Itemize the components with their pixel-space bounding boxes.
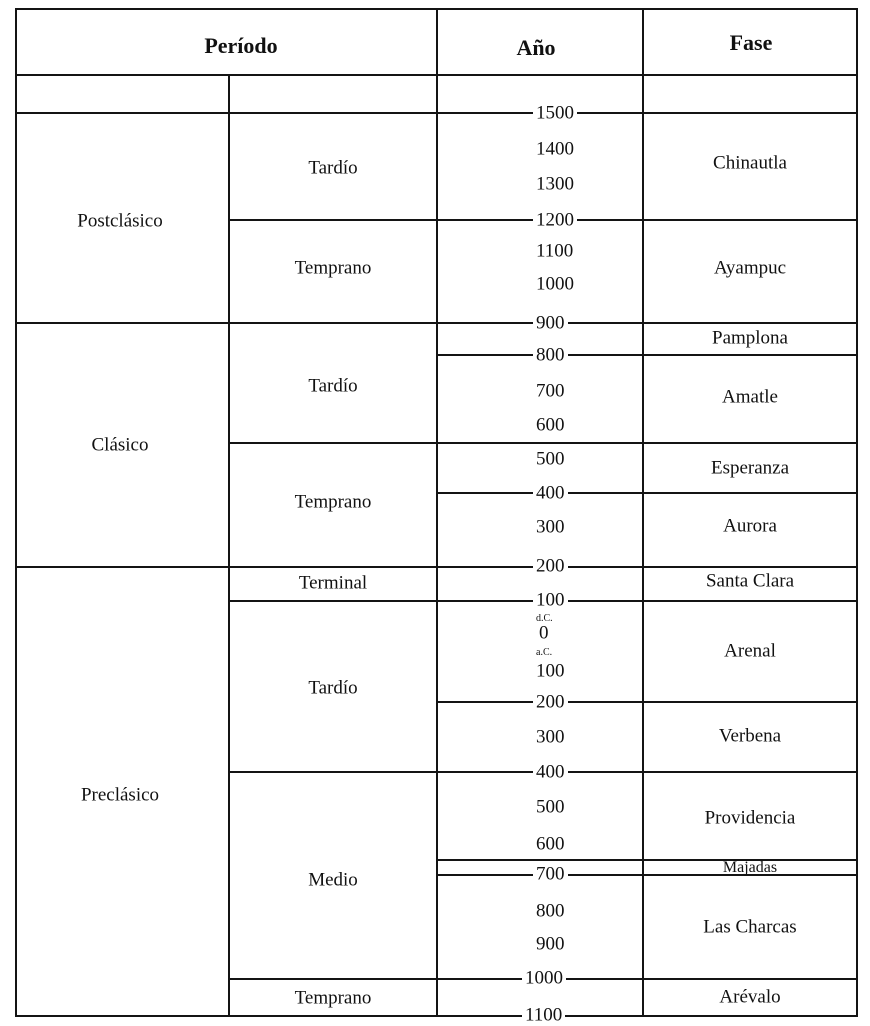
subperiod-postclasico-temprano: Temprano (294, 257, 372, 279)
phase-majadas: Majadas (722, 859, 778, 876)
divider-phase (642, 8, 644, 1017)
period-preclasico: Preclásico (80, 784, 160, 806)
year-400-ac: 400 (533, 763, 568, 782)
year-1100-dc: 1100 (536, 240, 574, 262)
divider-year (436, 8, 438, 1017)
year-700-ac: 700 (533, 865, 568, 884)
year-500-dc: 500 (536, 448, 565, 470)
year-300-ac: 300 (536, 726, 565, 748)
phase-santa-clara: Santa Clara (705, 570, 795, 592)
phase-amatle: Amatle (722, 386, 778, 408)
subperiod-preclasico-terminal: Terminal (298, 572, 368, 594)
year-200-dc: 200 (533, 557, 568, 576)
phase-pamplona: Pamplona (712, 327, 788, 349)
year-1500: 1500 (533, 104, 577, 123)
row-rule-200b (436, 701, 858, 703)
year-500-ac: 500 (536, 796, 565, 818)
year-600-dc: 600 (536, 414, 565, 436)
phase-ayampuc: Ayampuc (713, 257, 787, 279)
year-1000-ac: 1000 (522, 969, 566, 988)
phase-las-charcas: Las Charcas (703, 916, 797, 938)
row-rule-200 (15, 566, 858, 568)
row-rule-1500 (15, 112, 858, 114)
header-periodo: Período (204, 33, 278, 58)
year-1200: 1200 (533, 211, 577, 230)
year-900-dc: 900 (533, 314, 568, 333)
subperiod-preclasico-temprano: Temprano (294, 987, 372, 1009)
phase-arenal: Arenal (724, 640, 776, 662)
phase-chinautla: Chinautla (713, 152, 787, 174)
phase-arevalo: Arévalo (719, 986, 781, 1008)
year-1000-dc: 1000 (536, 273, 574, 295)
table-border-right (856, 8, 858, 1017)
phase-esperanza: Esperanza (710, 457, 790, 479)
period-clasico: Clásico (91, 434, 149, 456)
year-1400: 1400 (536, 138, 574, 160)
year-800-dc: 800 (533, 346, 568, 365)
label-dc: d.C. (536, 613, 553, 624)
year-900-ac: 900 (536, 933, 565, 955)
divider-subperiod (228, 75, 230, 1017)
row-rule-900 (15, 322, 858, 324)
header-ano: Año (516, 35, 556, 60)
header-fase: Fase (729, 30, 773, 55)
subperiod-clasico-tardio: Tardío (308, 375, 358, 397)
year-400-dc: 400 (533, 484, 568, 503)
row-rule-700b (436, 874, 858, 876)
header-rule (15, 74, 858, 76)
year-800-ac: 800 (536, 900, 565, 922)
phase-verbena: Verbena (718, 725, 782, 747)
subperiod-clasico-temprano: Temprano (294, 491, 372, 513)
chronology-table (15, 8, 858, 1026)
row-rule-400a (436, 492, 858, 494)
label-ac: a.C. (536, 647, 553, 658)
year-1100-ac: 1100 (522, 1006, 565, 1025)
year-600-ac: 600 (536, 833, 565, 855)
row-rule-500-sub (228, 442, 858, 444)
subperiod-preclasico-medio: Medio (308, 869, 358, 891)
year-200-ac: 200 (533, 693, 568, 712)
year-zero: 0 (539, 622, 549, 644)
phase-providencia: Providencia (704, 807, 796, 829)
year-100-dc: 100 (533, 591, 568, 610)
year-700-dc: 700 (536, 380, 565, 402)
phase-aurora: Aurora (723, 515, 777, 537)
row-rule-majadas-top (436, 859, 858, 861)
row-rule-800 (436, 354, 858, 356)
subperiod-preclasico-tardio: Tardío (308, 677, 358, 699)
year-300-dc: 300 (536, 516, 565, 538)
table-border-left (15, 8, 17, 1017)
subperiod-postclasico-tardio: Tardío (308, 157, 358, 179)
period-postclasico: Postclásico (77, 210, 163, 232)
year-100-ac: 100 (536, 660, 565, 682)
year-1300: 1300 (536, 173, 574, 195)
